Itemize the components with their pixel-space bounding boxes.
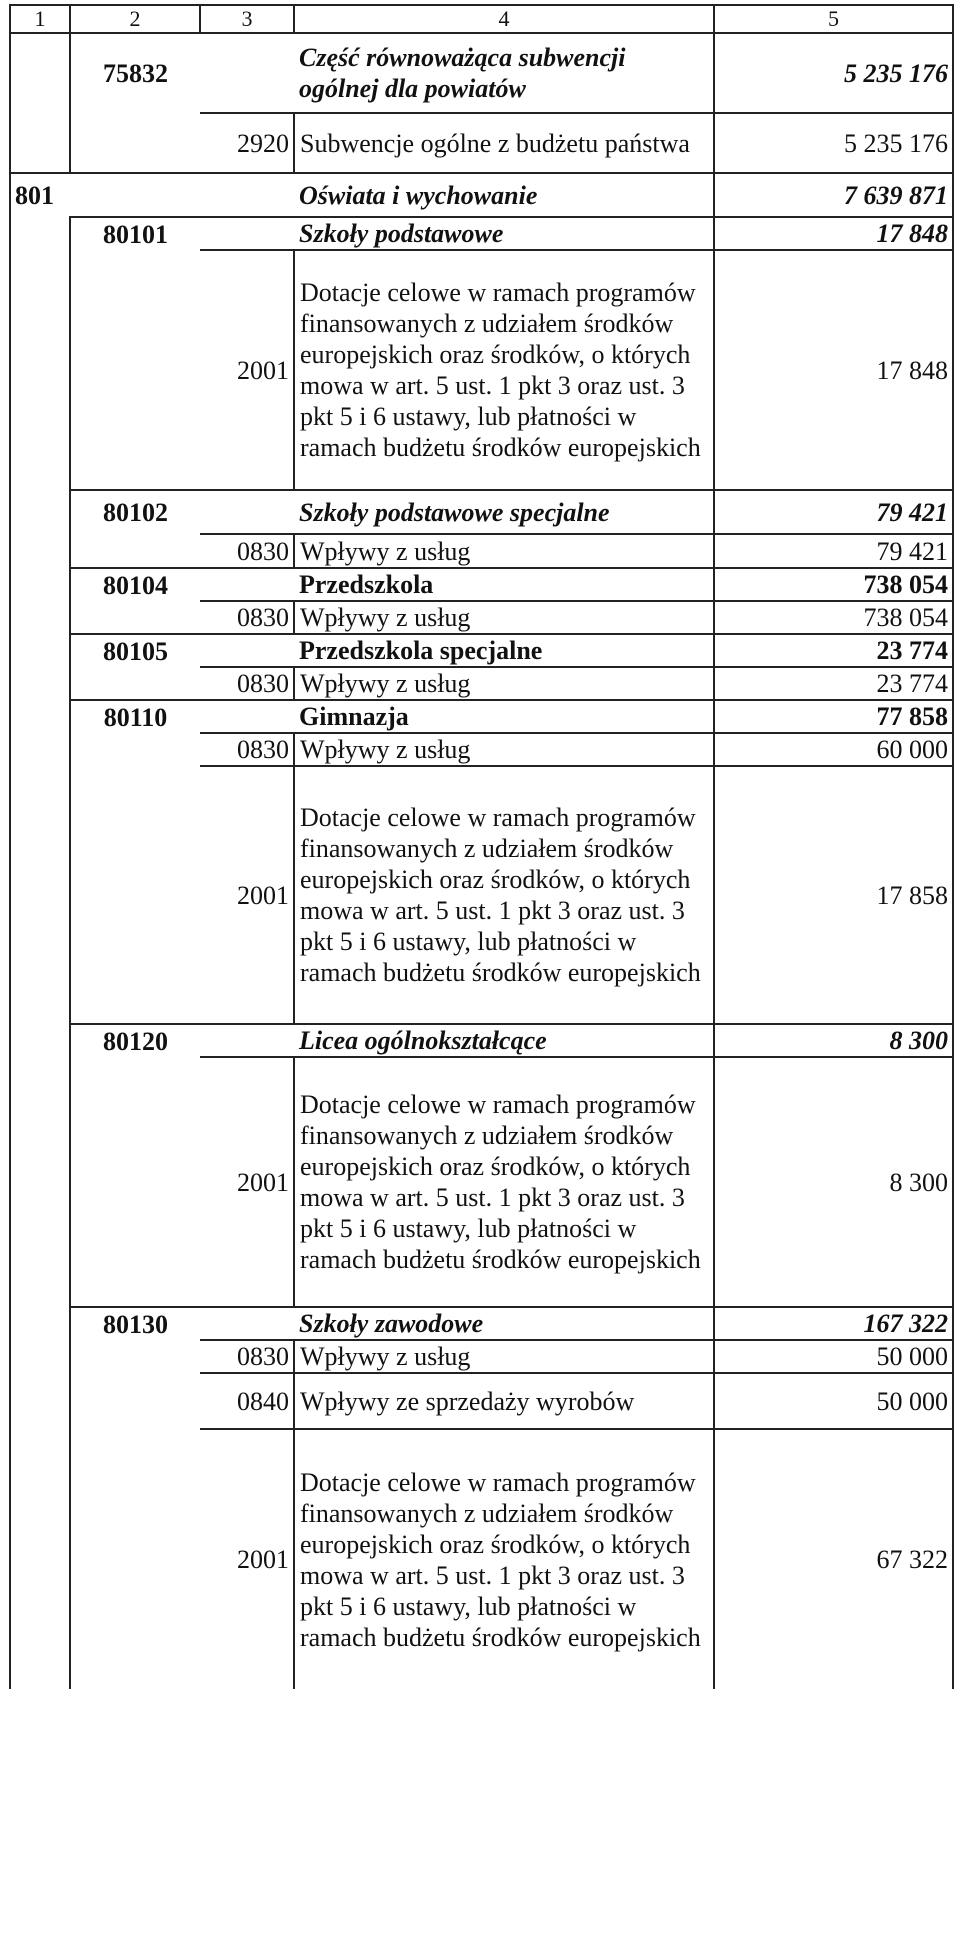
name-cell: Wpływy z usług bbox=[294, 733, 714, 766]
amount-cell: 17 848 bbox=[714, 217, 953, 250]
name-cell: Przedszkola bbox=[294, 568, 714, 601]
table-row bbox=[10, 766, 953, 1024]
table-row bbox=[10, 700, 953, 733]
paragraf-cell: 2001 bbox=[200, 766, 294, 1024]
name-cell: Licea ogólnokształcące bbox=[294, 1024, 714, 1057]
dzial-cell bbox=[10, 1024, 70, 1057]
name-cell: Dotacje celowe w ramach programów finansowanych z udziałem środków europejskich oraz środków, o których mowa w art. 5 ust. 1 pkt 3 oraz ust. 3 pkt 5 i 6 ustawy, lub płatności w ramach budżetu środków europejskich bbox=[294, 1429, 714, 1689]
name-cell: Dotacje celowe w ramach programów finansowanych z udziałem środków europejskich oraz środków, o których mowa w art. 5 ust. 1 pkt 3 oraz ust. 3 pkt 5 i 6 ustawy, lub płatności w ramach budżetu środków europejskich bbox=[294, 250, 714, 490]
amount-cell: 17 858 bbox=[714, 766, 953, 1024]
paragraf-cell: 2001 bbox=[200, 1057, 294, 1307]
name-cell: Szkoły podstawowe specjalne bbox=[294, 490, 714, 534]
rozdzial-cell bbox=[70, 534, 200, 568]
dzial-cell bbox=[10, 1340, 70, 1373]
rozdzial-cell bbox=[70, 1429, 200, 1689]
rozdzial-cell: 80130 bbox=[70, 1307, 200, 1340]
table-row bbox=[10, 1373, 953, 1429]
paragraf-cell bbox=[200, 1307, 294, 1340]
dzial-cell bbox=[10, 601, 70, 634]
rozdzial-cell bbox=[70, 1373, 200, 1429]
rozdzial-cell bbox=[70, 1340, 200, 1373]
header-col-2: 2 bbox=[70, 5, 200, 33]
table-row bbox=[10, 667, 953, 700]
header-col-5: 5 bbox=[714, 5, 953, 33]
paragraf-cell: 0830 bbox=[200, 733, 294, 766]
table-body bbox=[10, 33, 953, 1689]
name-cell: Subwencje ogólne z budżetu państwa bbox=[294, 113, 714, 173]
dzial-cell bbox=[10, 568, 70, 601]
column-number-header bbox=[10, 5, 953, 33]
amount-cell: 8 300 bbox=[714, 1057, 953, 1307]
rozdzial-cell: 80110 bbox=[70, 700, 200, 733]
dzial-cell bbox=[10, 766, 70, 1024]
paragraf-cell: 2001 bbox=[200, 1429, 294, 1689]
paragraf-cell bbox=[200, 490, 294, 534]
dzial-cell bbox=[10, 634, 70, 667]
amount-cell: 7 639 871 bbox=[714, 173, 953, 217]
dzial-cell bbox=[10, 700, 70, 733]
dzial-cell: 801 bbox=[10, 173, 70, 217]
name-cell: Wpływy z usług bbox=[294, 1340, 714, 1373]
name-cell: Część równoważąca subwencji ogólnej dla powiatów bbox=[294, 33, 714, 113]
header-col-4: 4 bbox=[294, 5, 714, 33]
table-row bbox=[10, 113, 953, 173]
paragraf-cell bbox=[200, 568, 294, 601]
rozdzial-cell bbox=[70, 667, 200, 700]
rozdzial-cell: 80105 bbox=[70, 634, 200, 667]
rozdzial-cell: 80120 bbox=[70, 1024, 200, 1057]
paragraf-cell: 2920 bbox=[200, 113, 294, 173]
dzial-cell bbox=[10, 1307, 70, 1340]
amount-cell: 738 054 bbox=[714, 601, 953, 634]
table-row bbox=[10, 1307, 953, 1340]
paragraf-cell: 0840 bbox=[200, 1373, 294, 1429]
amount-cell: 60 000 bbox=[714, 733, 953, 766]
rozdzial-cell bbox=[70, 601, 200, 634]
rozdzial-cell: 75832 bbox=[70, 33, 200, 113]
dzial-cell bbox=[10, 534, 70, 568]
amount-cell: 5 235 176 bbox=[714, 33, 953, 113]
table-row bbox=[10, 33, 953, 113]
budget-table-page bbox=[9, 4, 952, 1689]
table-row bbox=[10, 634, 953, 667]
rozdzial-cell bbox=[70, 766, 200, 1024]
name-cell: Przedszkola specjalne bbox=[294, 634, 714, 667]
paragraf-cell: 0830 bbox=[200, 534, 294, 568]
rozdzial-cell: 80104 bbox=[70, 568, 200, 601]
table-row bbox=[10, 250, 953, 490]
table-row bbox=[10, 1340, 953, 1373]
dzial-cell bbox=[10, 1429, 70, 1689]
paragraf-cell bbox=[200, 1024, 294, 1057]
amount-cell: 79 421 bbox=[714, 534, 953, 568]
paragraf-cell bbox=[200, 33, 294, 113]
dzial-cell bbox=[10, 217, 70, 250]
paragraf-cell: 2001 bbox=[200, 250, 294, 490]
name-cell: Szkoły podstawowe bbox=[294, 217, 714, 250]
paragraf-cell bbox=[200, 634, 294, 667]
table-row bbox=[10, 490, 953, 534]
amount-cell: 67 322 bbox=[714, 1429, 953, 1689]
amount-cell: 50 000 bbox=[714, 1340, 953, 1373]
paragraf-cell: 0830 bbox=[200, 1340, 294, 1373]
dzial-cell bbox=[10, 1373, 70, 1429]
rozdzial-cell: 80102 bbox=[70, 490, 200, 534]
rozdzial-cell bbox=[70, 250, 200, 490]
name-cell: Dotacje celowe w ramach programów finansowanych z udziałem środków europejskich oraz środków, o których mowa w art. 5 ust. 1 pkt 3 oraz ust. 3 pkt 5 i 6 ustawy, lub płatności w ramach budżetu środków europejskich bbox=[294, 1057, 714, 1307]
name-cell: Wpływy z usług bbox=[294, 534, 714, 568]
name-cell: Oświata i wychowanie bbox=[294, 173, 714, 217]
table-row bbox=[10, 173, 953, 217]
table-row bbox=[10, 1024, 953, 1057]
dzial-cell bbox=[10, 250, 70, 490]
paragraf-cell: 0830 bbox=[200, 601, 294, 634]
name-cell: Wpływy z usług bbox=[294, 601, 714, 634]
paragraf-cell bbox=[200, 173, 294, 217]
rozdzial-cell: 80101 bbox=[70, 217, 200, 250]
dzial-cell bbox=[10, 490, 70, 534]
amount-cell: 23 774 bbox=[714, 634, 953, 667]
header-col-3: 3 bbox=[200, 5, 294, 33]
amount-cell: 79 421 bbox=[714, 490, 953, 534]
dzial-cell bbox=[10, 667, 70, 700]
name-cell: Gimnazja bbox=[294, 700, 714, 733]
table-row bbox=[10, 568, 953, 601]
amount-cell: 17 848 bbox=[714, 250, 953, 490]
amount-cell: 167 322 bbox=[714, 1307, 953, 1340]
paragraf-cell bbox=[200, 217, 294, 250]
table-row bbox=[10, 534, 953, 568]
amount-cell: 23 774 bbox=[714, 667, 953, 700]
table-row bbox=[10, 217, 953, 250]
header-col-1: 1 bbox=[10, 5, 70, 33]
amount-cell: 8 300 bbox=[714, 1024, 953, 1057]
paragraf-cell: 0830 bbox=[200, 667, 294, 700]
rozdzial-cell bbox=[70, 733, 200, 766]
dzial-cell bbox=[10, 733, 70, 766]
table-row bbox=[10, 601, 953, 634]
dzial-cell bbox=[10, 113, 70, 173]
name-cell: Szkoły zawodowe bbox=[294, 1307, 714, 1340]
name-cell: Wpływy ze sprzedaży wyrobów bbox=[294, 1373, 714, 1429]
table-row bbox=[10, 1429, 953, 1689]
paragraf-cell bbox=[200, 700, 294, 733]
table-row bbox=[10, 733, 953, 766]
dzial-cell bbox=[10, 1057, 70, 1307]
table-row bbox=[10, 1057, 953, 1307]
name-cell: Dotacje celowe w ramach programów finansowanych z udziałem środków europejskich oraz środków, o których mowa w art. 5 ust. 1 pkt 3 oraz ust. 3 pkt 5 i 6 ustawy, lub płatności w ramach budżetu środków europejskich bbox=[294, 766, 714, 1024]
amount-cell: 50 000 bbox=[714, 1373, 953, 1429]
amount-cell: 77 858 bbox=[714, 700, 953, 733]
name-cell: Wpływy z usług bbox=[294, 667, 714, 700]
budget-table bbox=[9, 4, 954, 1689]
rozdzial-cell bbox=[70, 1057, 200, 1307]
amount-cell: 5 235 176 bbox=[714, 113, 953, 173]
rozdzial-cell bbox=[70, 113, 200, 173]
amount-cell: 738 054 bbox=[714, 568, 953, 601]
rozdzial-cell bbox=[70, 173, 200, 217]
dzial-cell bbox=[10, 33, 70, 113]
